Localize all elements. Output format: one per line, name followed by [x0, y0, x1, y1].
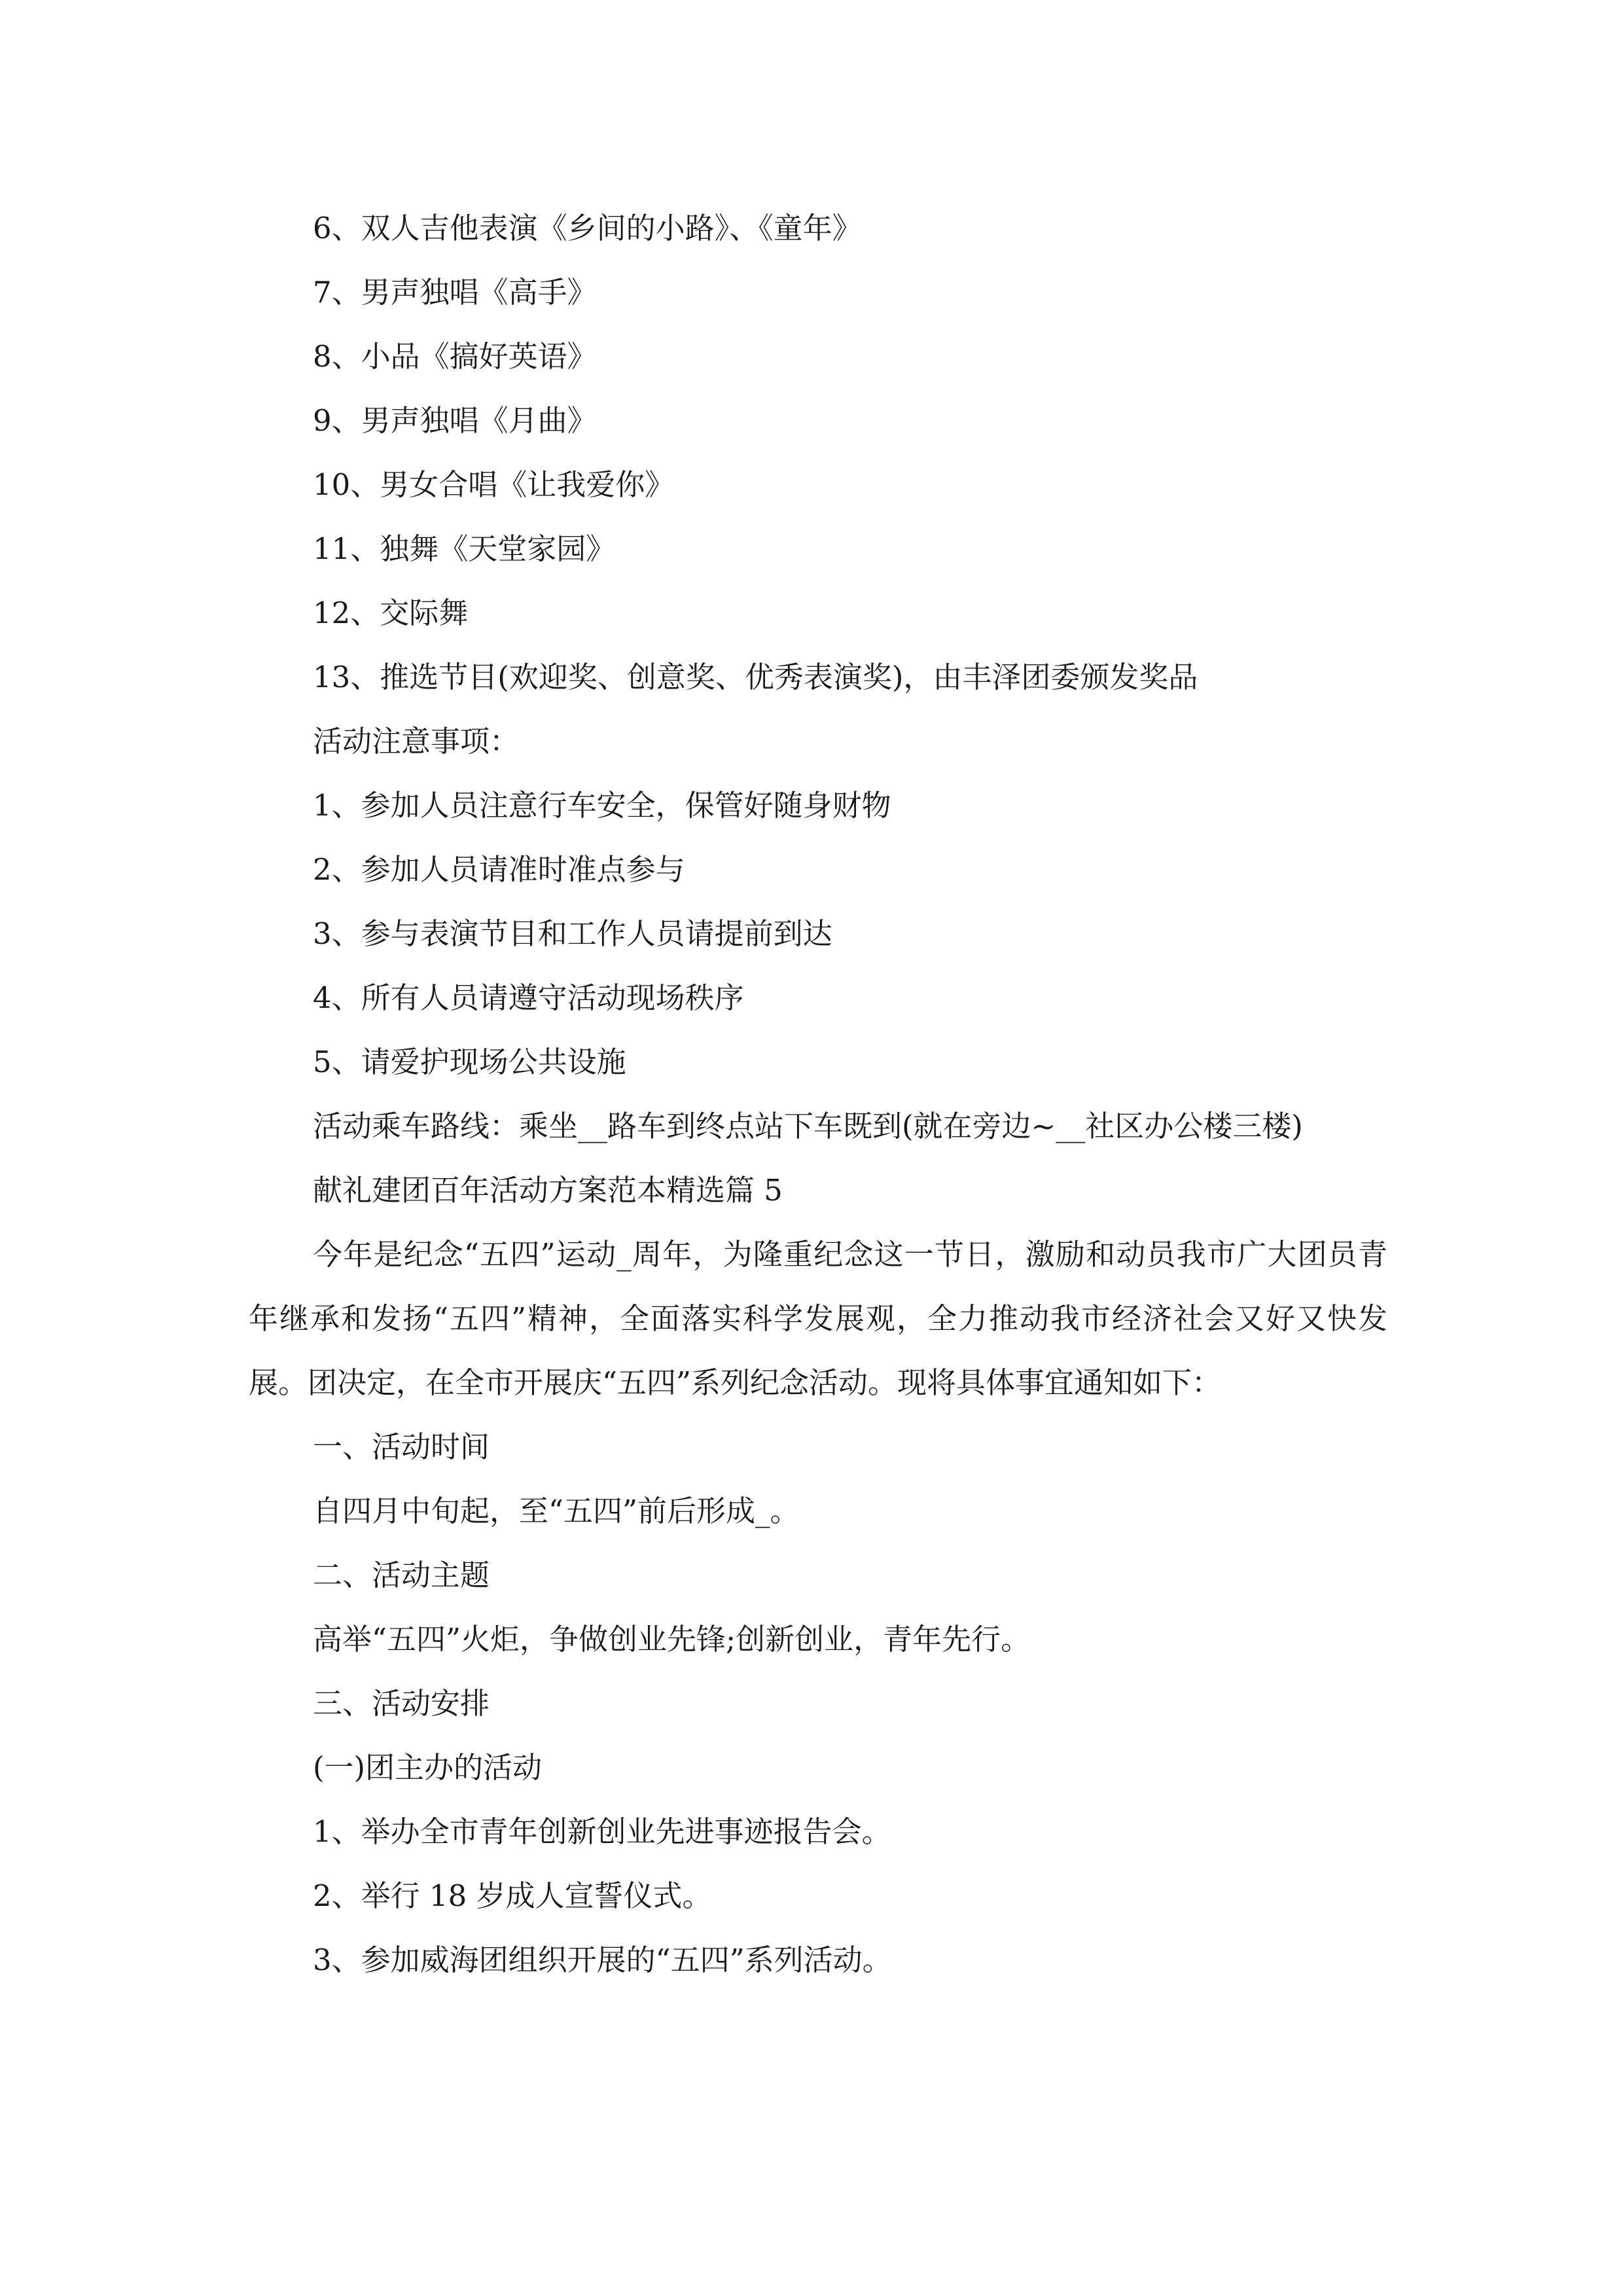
route-line: 活动乘车路线：乘坐__路车到终点站下车既到(就在旁边~__社区办公楼三楼) — [313, 1109, 1303, 1143]
program-item: 9、男声独唱《月曲》 — [313, 403, 597, 438]
program-list — [249, 196, 1387, 709]
arrangement-item: 2、举行 18 岁成人宣誓仪式。 — [313, 1878, 712, 1913]
notice-sections — [249, 1415, 1387, 1992]
section-heading-arrangement: 三、活动安排 — [313, 1686, 490, 1721]
section-heading-time: 一、活动时间 — [313, 1429, 490, 1464]
program-item: 11、独舞《天堂家园》 — [313, 531, 616, 566]
notes-heading: 活动注意事项： — [313, 724, 520, 759]
note-item: 2、参加人员请准时准点参与 — [313, 852, 685, 887]
intro-paragraph: 今年是纪念“五四”运动_周年，为隆重纪念这一节日，激励和动员我市广大团员青年继承和发扬“五四”精神，全面落实科学发展观，全力推动我市经济社会又好又快发展。团决定，在全市开展庆“五四”系列纪念活动。现将具体事宜通知如下： — [249, 1237, 1387, 1400]
note-item: 5、请爱护现场公共设施 — [313, 1045, 626, 1079]
note-item: 3、参与表演节目和工作人员请提前到达 — [313, 916, 832, 951]
notes-list — [249, 774, 1387, 1094]
program-item: 13、推选节目(欢迎奖、创意奖、优秀表演奖)，由丰泽团委颁发奖品 — [313, 660, 1198, 694]
note-item: 1、参加人员注意行车安全，保管好随身财物 — [313, 788, 891, 823]
arrangement-item: 1、举办全市青年创新创业先进事迹报告会。 — [313, 1814, 891, 1849]
program-item: 10、男女合唱《让我爱你》 — [313, 467, 675, 502]
section-title: 献礼建团百年活动方案范本精选篇 5 — [313, 1173, 783, 1208]
section-text-theme: 高举“五四”火炬，争做创业先锋;创新创业，青年先行。 — [313, 1622, 1031, 1657]
program-item: 12、交际舞 — [313, 596, 469, 630]
note-item: 4、所有人员请遵守活动现场秩序 — [313, 980, 744, 1015]
section-text-time: 自四月中旬起，至“五四”前后形成_。 — [313, 1494, 800, 1528]
arrangement-item: 3、参加威海团组织开展的“五四”系列活动。 — [313, 1943, 892, 1977]
document-body — [249, 196, 1387, 1992]
program-item: 8、小品《搞好英语》 — [313, 339, 597, 374]
section-heading-theme: 二、活动主题 — [313, 1558, 490, 1592]
program-item: 7、男声独唱《高手》 — [313, 275, 597, 310]
subsection-heading: (一)团主办的活动 — [313, 1750, 543, 1785]
program-item: 6、双人吉他表演《乡间的小路》、《童年》 — [313, 211, 862, 245]
